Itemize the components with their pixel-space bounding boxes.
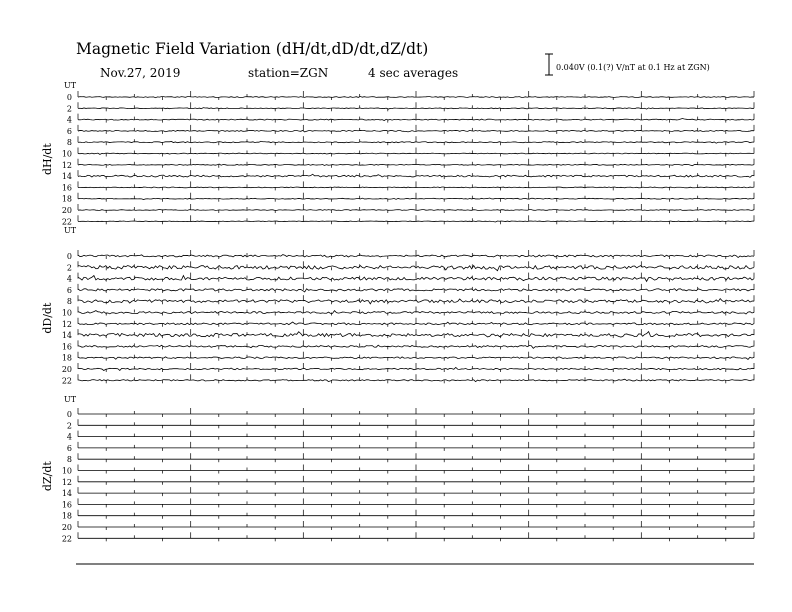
row-label: 20 (61, 365, 72, 374)
row-label: 6 (66, 126, 72, 136)
row-label: 6 (66, 285, 72, 295)
row-label: 8 (66, 297, 72, 307)
row-label: 10 (61, 149, 72, 159)
trace-line (78, 187, 754, 188)
row-label: 18 (61, 353, 72, 363)
row-label: 2 (66, 104, 72, 114)
component-axis-label: dZ/dt (41, 461, 54, 492)
row-label: 0 (66, 252, 72, 261)
row-label: 8 (66, 138, 72, 148)
row-label: 22 (61, 376, 72, 386)
row-label: 16 (61, 183, 72, 193)
row-label: 14 (61, 331, 72, 341)
row-label: 2 (66, 421, 72, 431)
ut-axis-label: UT (64, 81, 77, 90)
row-label: 10 (61, 466, 72, 476)
trace-line (78, 164, 754, 166)
row-label: 8 (66, 455, 72, 465)
row-label: 20 (61, 523, 72, 532)
panel-dhdt (41, 81, 754, 226)
component-axis-label: dD/dt (41, 302, 54, 334)
row-label: 16 (61, 500, 72, 510)
row-label: 22 (61, 534, 72, 544)
date-label: Nov.27, 2019 (100, 66, 181, 80)
trace-line (78, 141, 754, 143)
row-label: 2 (66, 263, 72, 273)
row-label: 10 (61, 308, 72, 318)
row-label: 14 (61, 172, 72, 182)
row-label: 12 (61, 160, 72, 170)
row-label: 14 (61, 489, 72, 499)
row-label: 18 (61, 194, 72, 204)
row-label: 4 (66, 274, 72, 284)
component-axis-label: dH/dt (41, 143, 54, 176)
row-label: 6 (66, 443, 72, 453)
row-label: 16 (61, 342, 72, 352)
panel-dddt (41, 226, 754, 385)
averaging-label: 4 sec averages (368, 66, 459, 80)
scale-note: 0.040V (0.1(?) V/nT at 0.1 Hz at ZGN) (556, 63, 710, 72)
row-label: 4 (66, 115, 72, 125)
row-label: 18 (61, 511, 72, 521)
panel-dzdt (41, 395, 754, 543)
row-label: 0 (66, 93, 72, 102)
row-label: 20 (61, 206, 72, 215)
panels (41, 81, 754, 543)
trace-line (78, 221, 754, 222)
row-label: 0 (66, 410, 72, 419)
chart-title: Magnetic Field Variation (dH/dt,dD/dt,dZ/dt) (76, 40, 429, 58)
ut-axis-label: UT (64, 395, 77, 404)
row-label: 12 (61, 319, 72, 329)
row-label: 4 (66, 432, 72, 442)
row-label: 22 (61, 217, 72, 227)
trace-line (78, 153, 754, 154)
row-label: 12 (61, 477, 72, 487)
station-label: station=ZGN (248, 66, 329, 80)
scale-bar (545, 54, 553, 75)
ut-axis-label: UT (64, 226, 77, 235)
